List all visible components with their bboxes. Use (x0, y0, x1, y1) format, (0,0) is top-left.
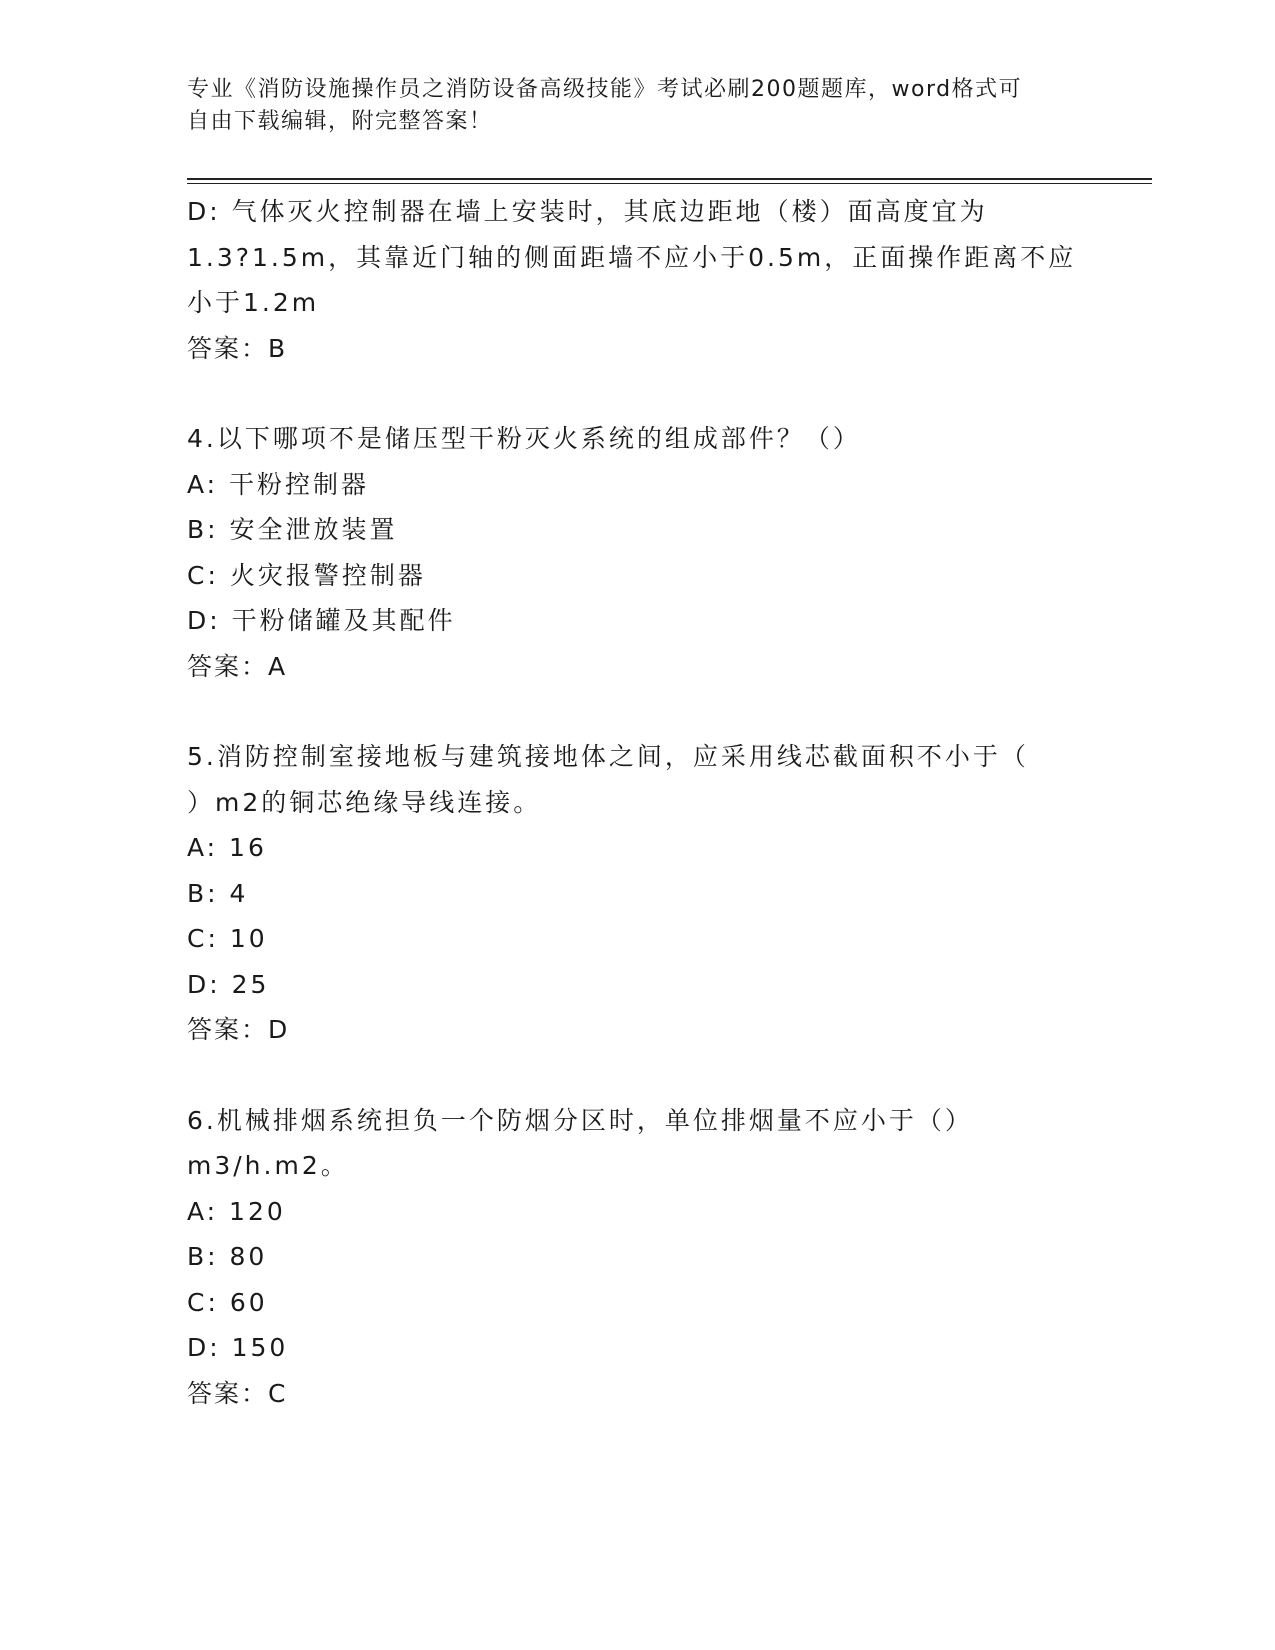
option-c: C: 火灾报警控制器 (187, 560, 426, 590)
question-text-continued: ）m2的铜芯绝缘导线连接。 (187, 787, 542, 817)
question-text: 6.机械排烟系统担负一个防烟分区时，单位排烟量不应小于（） (187, 1105, 973, 1135)
question-3-tail (187, 189, 1077, 371)
option-c: C: 60 (187, 1287, 268, 1317)
option-b: B: 安全泄放装置 (187, 515, 398, 544)
header-divider-thick (187, 178, 1152, 180)
option-b: B: 4 (187, 878, 249, 908)
answer-line: 答案：B (187, 333, 288, 363)
question-4 (187, 416, 1067, 689)
question-text: 5.消防控制室接地板与建筑接地体之间，应采用线芯截面积不小于（ (187, 742, 1029, 771)
option-a: A: 120 (187, 1196, 286, 1226)
option-d-continued: 小于1.2m (187, 288, 320, 317)
option-a: A: 16 (187, 833, 267, 862)
header-line-2: 自由下载编辑，附完整答案！ (187, 109, 493, 134)
option-c: C: 10 (187, 924, 268, 953)
header-line-1: 专业《消防设施操作员之消防设备高级技能》考试必刷200题题库，word格式可 (187, 77, 1023, 102)
answer-line: 答案：C (187, 1378, 288, 1408)
document-body (187, 189, 1077, 1416)
option-d: D: 150 (187, 1333, 289, 1362)
question-6 (187, 1098, 1067, 1417)
answer-line: 答案：D (187, 1015, 290, 1044)
question-5 (187, 734, 1067, 1053)
option-d-continued: 1.3?1.5m，其靠近门轴的侧面距墙不应小于0.5m，正面操作距离不应 (187, 242, 1077, 272)
option-d: D: 25 (187, 969, 270, 999)
option-b: B: 80 (187, 1242, 268, 1271)
option-d: D: 气体灭火控制器在墙上安装时，其底边距地（楼）面高度宜为 (187, 197, 988, 226)
option-d: D: 干粉储罐及其配件 (187, 606, 456, 635)
answer-line: 答案：A (187, 651, 288, 681)
question-text: 4.以下哪项不是储压型干粉灭火系统的组成部件？（） (187, 424, 861, 453)
question-text-continued: m3/h.m2。 (187, 1151, 349, 1180)
header-divider-thin (187, 183, 1152, 184)
document-header (187, 74, 1067, 138)
option-a: A: 干粉控制器 (187, 469, 370, 499)
